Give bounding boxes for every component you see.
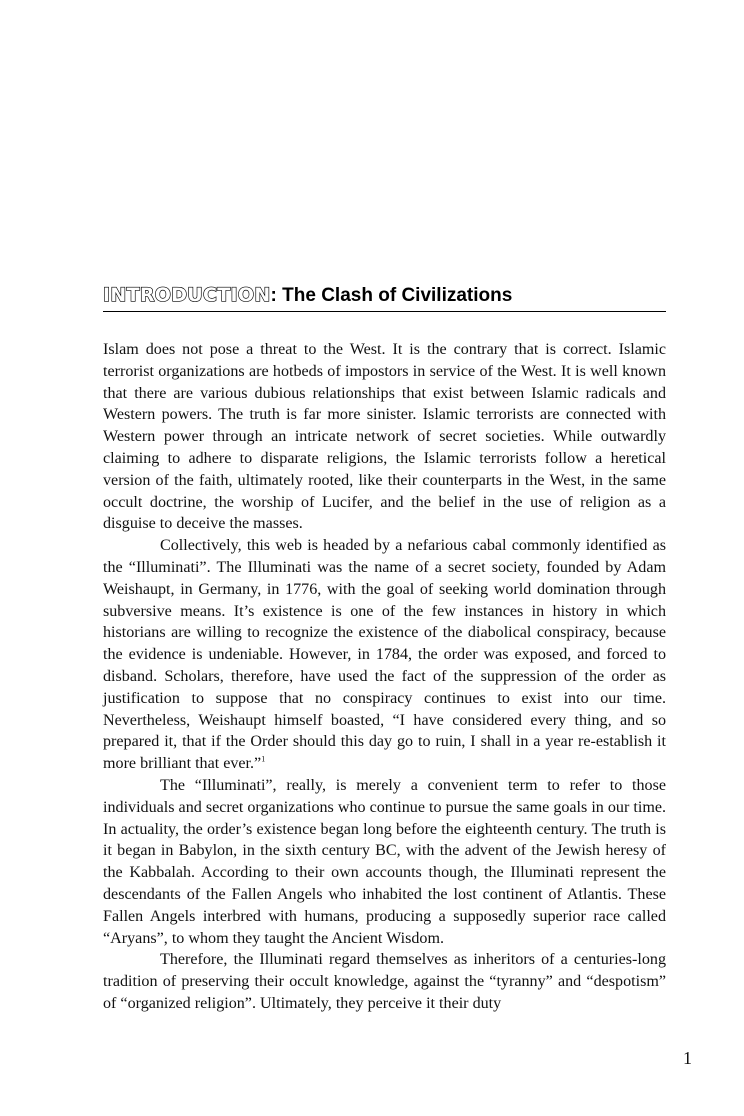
chapter-label: INTRODUCTION <box>103 284 271 306</box>
paragraph-3 <box>103 775 666 949</box>
paragraph-2-text: Collectively, this web is headed by a nefarious cabal commonly identified as the “Illuminati”. The Illuminati was the name of a secret society, founded by Adam Weishaupt, in Germany, in 1776, with the goal of seeking world domination through subversive means. It’s existence is one of the few instances in history in which historians are willing to recognize the existence of the diabolical conspiracy, because the evidence is undeniable. However, in 1784, the order was exposed, and forced to disband. Scholars, therefore, have used the fact of the suppression of the order as justification to suppose that no conspiracy continues to exist into our time. Nevertheless, Weishaupt himself boasted, “I have considered every thing, and so prepared it, that if the Order should this day go to ruin, I shall in a year re-establish it more brilliant that ever.” <box>103 537 666 773</box>
paragraph-3-text: The “Illuminati”, really, is merely a convenient term to refer to those individuals and secret organizations who continue to pursue the same goals in our time. In actuality, the order’s existence began long before the eighteenth century. The truth is it began in Babylon, in the sixth century BC, with the advent of the Jewish heresy of the Kabbalah. According to their own accounts though, the Illuminati represent the descendants of the Fallen Angels who inhabited the lost continent of Atlantis. These Fallen Angels interbred with humans, producing a supposedly superior race called “Aryans”, to whom they taught the Ancient Wisdom. <box>103 776 666 947</box>
footnote-marker[interactable]: 1 <box>261 754 266 764</box>
paragraph-2 <box>103 535 666 775</box>
chapter-heading <box>103 284 666 312</box>
heading-colon: : <box>270 285 277 306</box>
body-text <box>103 339 666 1015</box>
paragraph-1 <box>103 339 666 535</box>
paragraph-4-text: Therefore, the Illuminati regard themselves as inheritors of a centuries-long tradition of preserving their occult knowledge, against the “tyranny” and “despotism” of “organized religion”. Ultimately, they perceive it their duty <box>103 951 666 1012</box>
page-number: 1 <box>683 1048 692 1068</box>
paragraph-4 <box>103 949 666 1014</box>
paragraph-1-text: Islam does not pose a threat to the West. It is the contrary that is correct. Islamic terrorist organizations are hotbeds of impostors in service of the West. It is well known that there are various dubious relationships that exist between Islamic radicals and Western powers. The truth is far more sinister. Islamic terrorists are connected with Western power through an intricate network of secret societies. While outwardly claiming to adhere to disparate religions, the Islamic terrorists follow a heretical version of the faith, ultimately rooted, like their counterparts in the West, in the same occult doctrine, the worship of Lucifer, and the belief in the use of religion as a disguise to deceive the masses. <box>103 341 666 533</box>
chapter-title: The Clash of Civilizations <box>276 285 513 306</box>
